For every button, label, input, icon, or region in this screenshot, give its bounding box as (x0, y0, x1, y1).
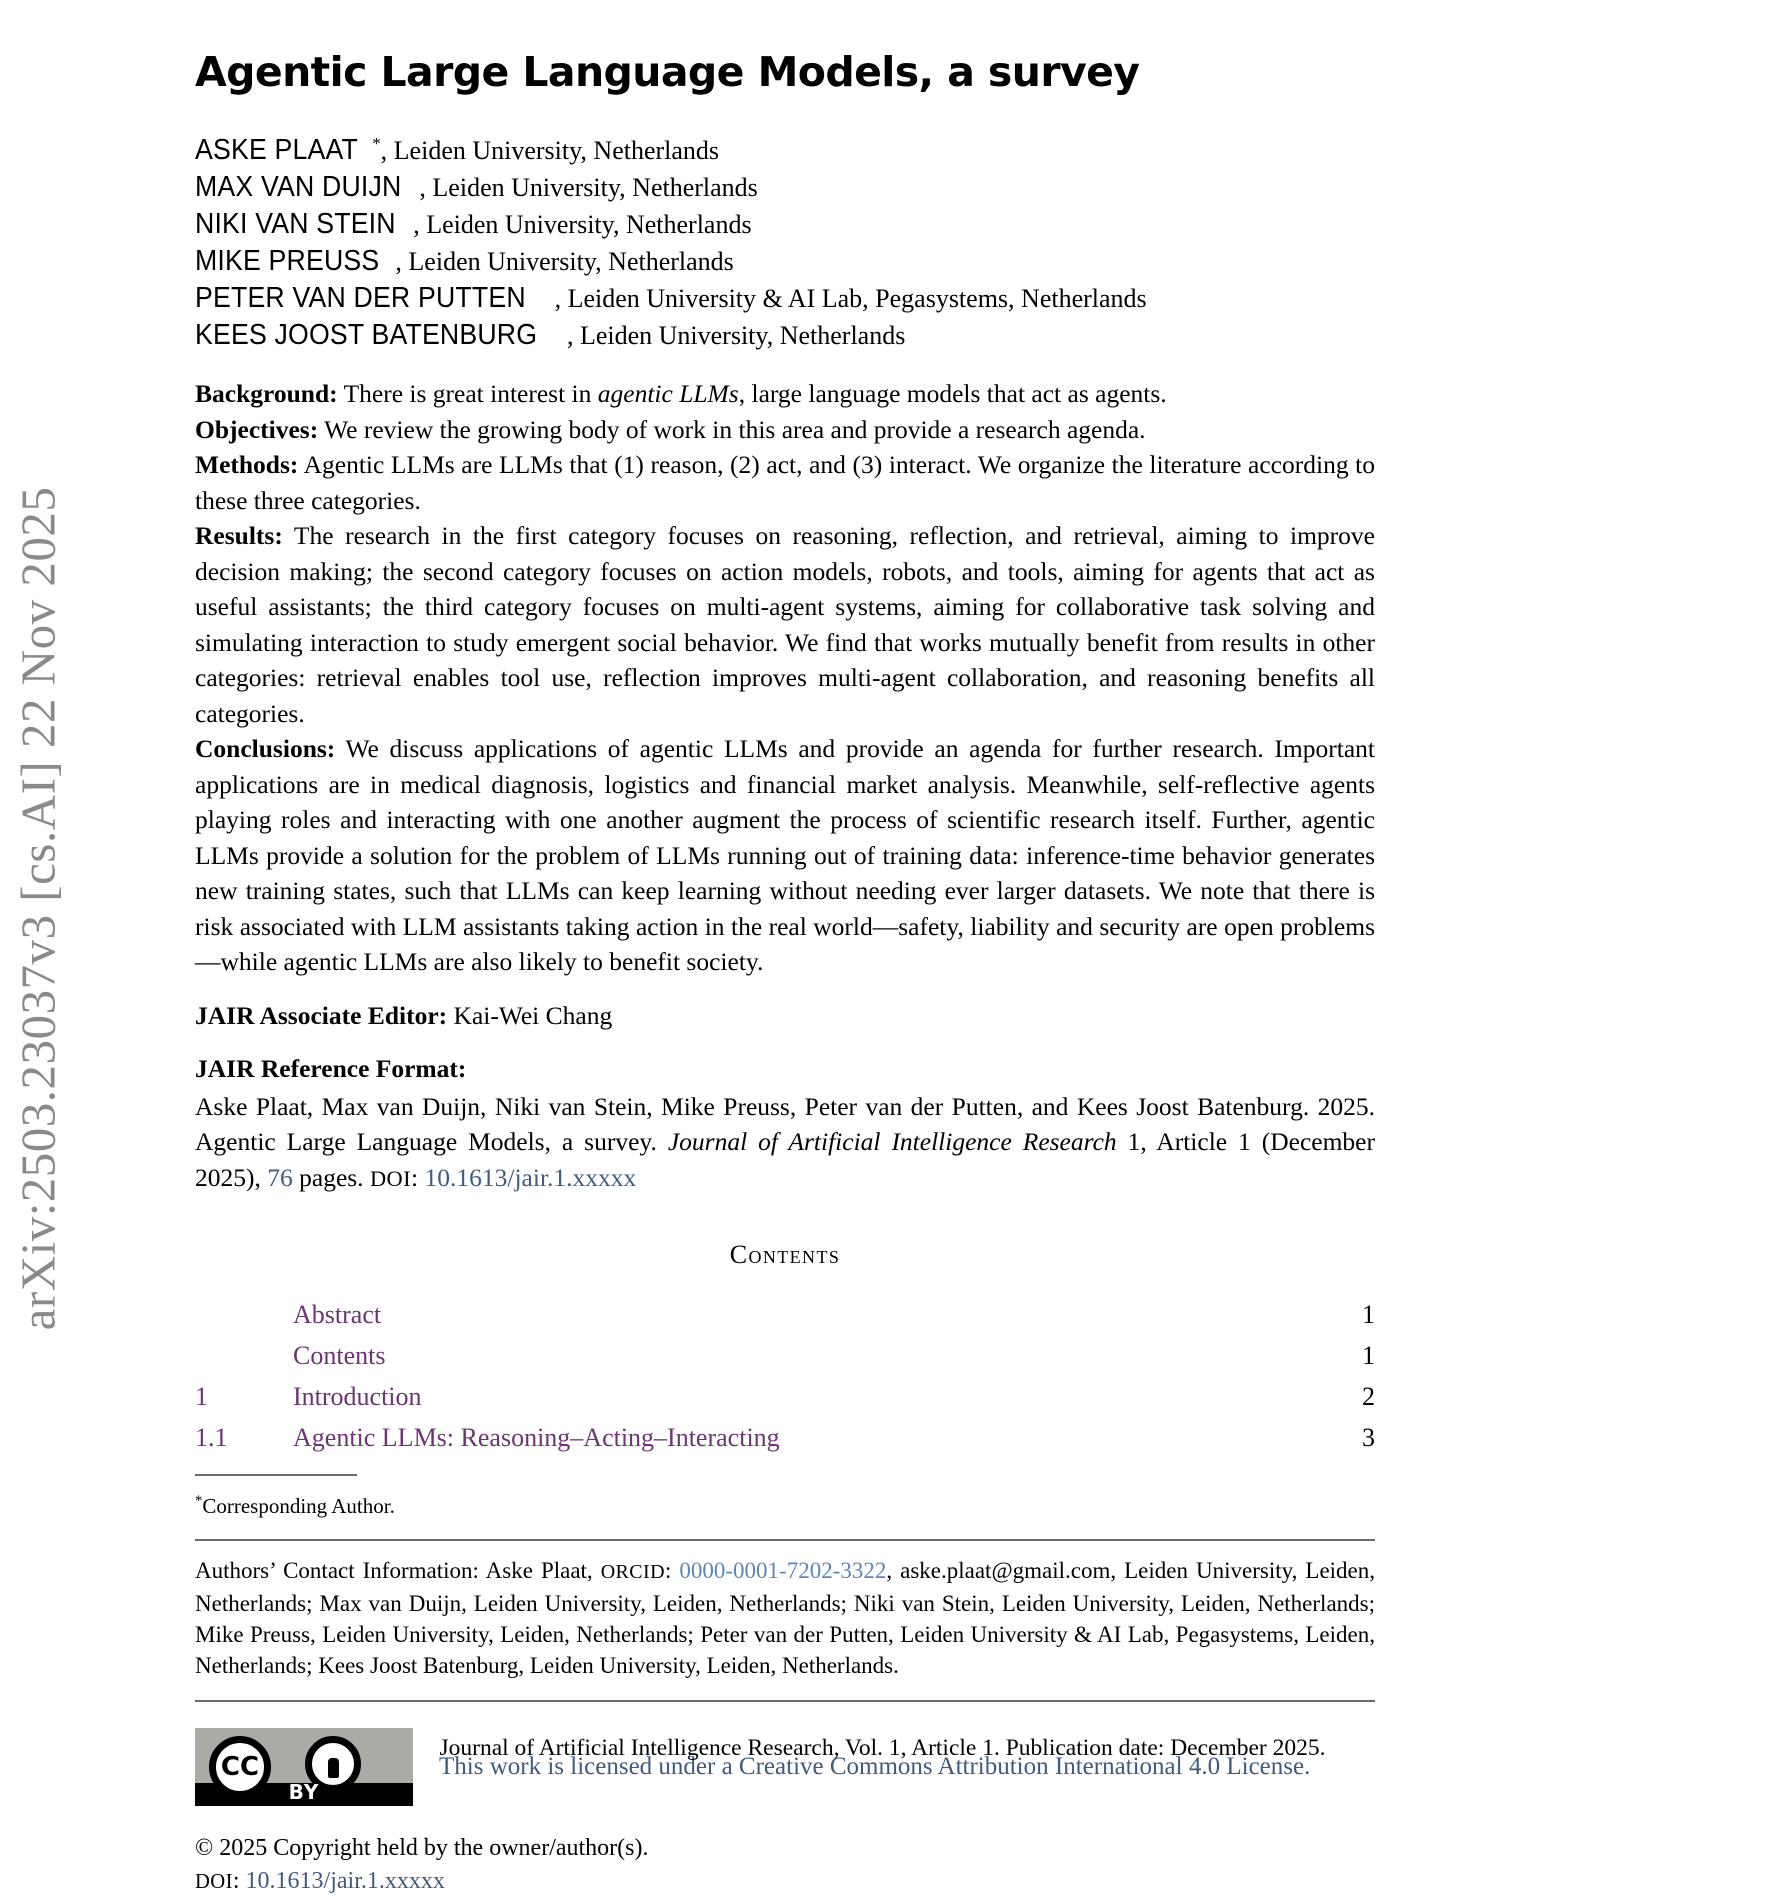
copyright-doi-link[interactable]: 10.1613/jair.1.xxxxx (245, 1868, 445, 1895)
footnote-star: * (195, 1493, 203, 1510)
associate-editor-name: Kai-Wei Chang (447, 1000, 613, 1030)
abstract-background-label: Background: (195, 379, 338, 409)
author-name: NIKI VAN STEIN (195, 208, 396, 241)
person-head-shape (328, 1766, 338, 1776)
author-name: MIKE PREUSS (195, 245, 380, 278)
reference-format-label-row (195, 1051, 1375, 1087)
associate-editor-block (195, 998, 1375, 1034)
author-entry (195, 169, 1570, 206)
abstract-background-text-2: , large language models that act as agents. (738, 379, 1167, 409)
toc-number: 1 (195, 1382, 208, 1412)
citation-pages-link[interactable]: 76 (267, 1162, 293, 1192)
citation-doi-link[interactable]: 10.1613/jair.1.xxxxx (424, 1162, 637, 1192)
citation-doi-colon: : (411, 1162, 425, 1192)
abstract-background-italic: agentic LLMs (597, 379, 739, 409)
orcid-link[interactable]: 0000-0001-7202-3322 (679, 1558, 887, 1584)
toc-entry-introduction[interactable] (195, 1376, 1375, 1417)
contents-heading: Contents (729, 1240, 841, 1270)
author-name: MAX VAN DUIJN (195, 171, 402, 204)
toc-entry-abstract[interactable] (195, 1294, 1375, 1335)
copyright-doi-label: DOI (195, 1871, 233, 1894)
toc-label[interactable]: Abstract (293, 1300, 382, 1330)
contact-divider-top (195, 1539, 1375, 1541)
copyright-doi-separator: : (232, 1868, 246, 1895)
abstract-objectives (195, 412, 1375, 448)
toc-page-number: 3 (1362, 1423, 1375, 1453)
contact-rest: , aske.plaat@gmail.com, Leiden University, Leiden, Netherlands; Max van Duijn, Leiden University, Leiden, Netherlands; Niki van Stein, Leiden University, Leiden, Netherlands; Mike Preuss, Leiden University, Leiden, Netherlands; Peter van der Putten, Leiden University & AI Lab, Pegasystems, Leiden, Netherlands; Kees Joost Batenburg, Leiden University, Leiden, Netherlands. (195, 1558, 1376, 1679)
associate-editor-label: JAIR Associate Editor: (195, 1000, 448, 1030)
author-entry (195, 317, 1570, 354)
author-entry (195, 206, 1570, 243)
orcid-label: ORCID (600, 1561, 665, 1584)
toc-number: 1.1 (195, 1423, 228, 1453)
author-affiliation: , Leiden University, Netherlands (413, 210, 752, 240)
citation-doi-label: DOI (369, 1165, 412, 1191)
cc-glyph-text: CC (220, 1752, 260, 1783)
abstract-background (195, 376, 1375, 412)
toc-label[interactable]: Introduction (293, 1382, 422, 1412)
toc-page-number: 1 (1362, 1300, 1375, 1330)
author-star: * (372, 134, 381, 153)
copyright-block (195, 1832, 1570, 1899)
abstract-background-text-1: There is great interest in (337, 379, 598, 409)
abstract-methods (195, 447, 1375, 518)
abstract-results-label: Results: (195, 521, 283, 551)
author-entry (195, 126, 1570, 169)
abstract-conclusions (195, 731, 1375, 980)
abstract-results (195, 518, 1375, 731)
page-title: Agentic Large Language Models, a survey (195, 48, 1140, 96)
reference-format-block (195, 1051, 1375, 1196)
author-affiliation: , Leiden University & AI Lab, Pegasystems, Netherlands (554, 284, 1147, 314)
page-footer: Journal of Artificial Intelligence Research, Vol. 1, Article 1. Publication date: December 2025. (439, 1735, 1326, 1761)
table-of-contents (195, 1294, 1375, 1458)
citation-part-3: pages. (292, 1162, 370, 1192)
authors-contact-information (195, 1555, 1375, 1681)
corresponding-author-note (195, 1487, 1570, 1520)
toc-page-number: 1 (1362, 1341, 1375, 1371)
footnote-divider (195, 1474, 357, 1476)
author-name: KEES JOOST BATENBURG (195, 319, 538, 352)
toc-entry-agentic-llms[interactable] (195, 1417, 1375, 1458)
license-statement-link[interactable]: This work is licensed under a Creative Commons Attribution International 4.0 License. (439, 1753, 1311, 1781)
abstract-methods-text: Agentic LLMs are LLMs that (1) reason, (2) act, and (3) interact. We organize the literature according to these three categories. (195, 450, 1375, 515)
author-affiliation: , Leiden University, Netherlands (380, 136, 720, 166)
reference-format-label: JAIR Reference Format: (195, 1054, 467, 1084)
citation-part-1: Aske Plaat, Max van Duijn, Niki van Stein, Mike Preuss, Peter van der Putten, and Kees Joost Batenburg. 2025. Agentic Large Language Models, a survey. (195, 1091, 1375, 1157)
toc-entry-contents[interactable] (195, 1335, 1375, 1376)
author-name: ASKE PLAAT (195, 134, 358, 167)
author-name: PETER VAN DER PUTTEN (195, 282, 526, 315)
copyright-line: © 2025 Copyright held by the owner/author(s). (195, 1835, 649, 1862)
paper-page (195, 0, 1570, 1895)
author-affiliation: , Leiden University, Netherlands (419, 173, 758, 203)
abstract-section (195, 376, 1375, 980)
author-list (195, 126, 1570, 354)
abstract-results-text: The research in the first category focuses on reasoning, reflection, and retrieval, aiming to improve decision making; the second category focuses on action models, robots, and tools, aiming for agents that act as useful assistants; the third category focuses on multi-agent systems, aiming for collaborative task solving and simulating interaction to study emergent social behavior. We find that works mutually benefit from results in other categories: retrieval enables tool use, reflection improves multi-agent collaboration, and reasoning benefits all categories. (195, 521, 1375, 728)
citation-part-2: 1, Article 1 (December 2025), (195, 1127, 1375, 1192)
abstract-objectives-text: We review the growing body of work in this area and provide a research agenda. (318, 414, 1146, 444)
contact-prefix: Authors’ Contact Information: Aske Plaat, (195, 1558, 601, 1584)
author-entry (195, 280, 1570, 317)
citation-journal: Journal of Artificial Intelligence Research (667, 1127, 1117, 1157)
license-divider-top (195, 1700, 1375, 1702)
footnote-text: Corresponding Author. (202, 1494, 395, 1519)
abstract-conclusions-text: We discuss applications of agentic LLMs and provide an agenda for further research. Important applications are in medical diagnosis, logistics and financial market analysis. Meanwhile, self-reflective agents playing roles and interacting with one another augment the process of scientific research itself. Further, agentic LLMs provide a solution for the problem of LLMs running out of training data: inference-time behavior generates new training states, such that LLMs can keep learning without needing ever larger datasets. We note that there is risk associated with LLM assistants taking action in the real world—safety, liability and security are open problems—while agentic LLMs are also likely to benefit society. (195, 734, 1375, 977)
abstract-methods-label: Methods: (195, 450, 299, 480)
author-affiliation: , Leiden University, Netherlands (566, 321, 906, 351)
toc-label[interactable]: Contents (293, 1341, 386, 1371)
cc-by-text: BY (288, 1780, 320, 1805)
arxiv-stamp: arXiv:2503.23037v3 [cs.AI] 22 Nov 2025 (10, 486, 66, 1331)
author-entry (195, 243, 1570, 280)
reference-format-citation (195, 1089, 1375, 1197)
abstract-objectives-label: Objectives: (195, 414, 319, 444)
author-affiliation: , Leiden University, Netherlands (395, 247, 734, 277)
toc-label[interactable]: Agentic LLMs: Reasoning–Acting–Interacting (293, 1423, 780, 1453)
toc-page-number: 2 (1362, 1382, 1375, 1412)
copyright-doi-line (195, 1865, 1570, 1899)
abstract-conclusions-label: Conclusions: (195, 734, 336, 764)
orcid-separator: : (664, 1558, 680, 1584)
